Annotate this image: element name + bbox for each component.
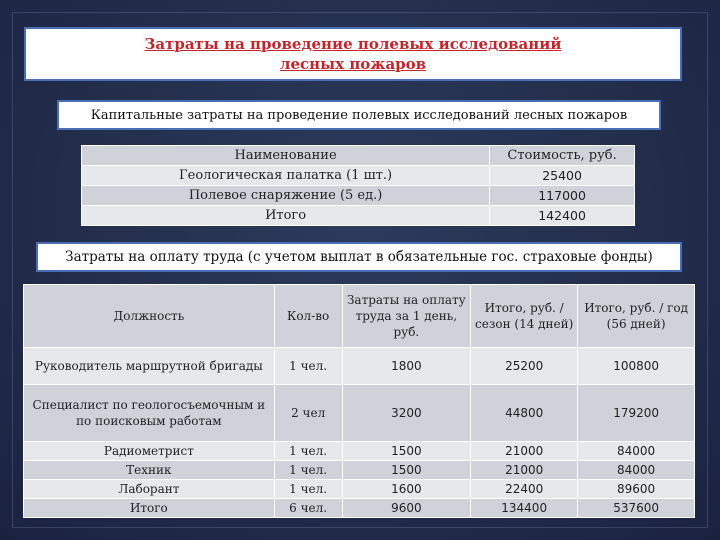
- table-row-total: [24, 499, 695, 518]
- table-header-row: [24, 285, 695, 348]
- table-row: [82, 206, 635, 226]
- cell-qty: 2 чел: [274, 385, 342, 442]
- cell-season-total: 22400: [471, 480, 578, 499]
- slide-title: [24, 27, 682, 81]
- table-row: [24, 480, 695, 499]
- cell-year-total: 100800: [578, 348, 695, 385]
- cell-season-total: 21000: [471, 442, 578, 461]
- cell-position: Лаборант: [24, 480, 275, 499]
- cell-name: Итого: [82, 206, 490, 226]
- cell-season-total: 44800: [471, 385, 578, 442]
- cell-daily-cost: 1600: [342, 480, 471, 499]
- cell-year-total: 89600: [578, 480, 695, 499]
- cell-position: Специалист по геологосъемочным и по поисковым работам: [24, 385, 275, 442]
- cell-year-total: 84000: [578, 442, 695, 461]
- cell-season-total: 21000: [471, 461, 578, 480]
- cell-season-total: 134400: [471, 499, 578, 518]
- table-row: [24, 385, 695, 442]
- header-daily-cost: Затраты на оплату труда за 1 день, руб.: [342, 285, 471, 348]
- cell-cost: 142400: [490, 206, 635, 226]
- labor-costs-table: [23, 284, 695, 518]
- cell-qty: 1 чел.: [274, 480, 342, 499]
- cell-qty: 1 чел.: [274, 442, 342, 461]
- header-qty: Кол-во: [274, 285, 342, 348]
- cell-season-total: 25200: [471, 348, 578, 385]
- title-line-2: лесных пожаров: [279, 55, 427, 73]
- header-cost: Стоимость, руб.: [490, 146, 635, 166]
- header-name: Наименование: [82, 146, 490, 166]
- table-row: [82, 186, 635, 206]
- cell-cost: 25400: [490, 166, 635, 186]
- cell-daily-cost: 3200: [342, 385, 471, 442]
- table-header-row: [82, 146, 635, 166]
- cell-cost: 117000: [490, 186, 635, 206]
- cell-position: Радиометрист: [24, 442, 275, 461]
- cell-daily-cost: 1500: [342, 442, 471, 461]
- capital-costs-banner: Капитальные затраты на проведение полевых исследований лесных пожаров: [57, 100, 661, 130]
- labor-costs-banner: Затраты на оплату труда (с учетом выплат в обязательные гос. страховые фонды): [36, 242, 682, 272]
- cell-qty: 6 чел.: [274, 499, 342, 518]
- cell-name: Полевое снаряжение (5 ед.): [82, 186, 490, 206]
- cell-position: Итого: [24, 499, 275, 518]
- cell-daily-cost: 1800: [342, 348, 471, 385]
- cell-qty: 1 чел.: [274, 348, 342, 385]
- header-position: Должность: [24, 285, 275, 348]
- cell-position: Руководитель маршрутной бригады: [24, 348, 275, 385]
- table-row: [82, 166, 635, 186]
- cell-qty: 1 чел.: [274, 461, 342, 480]
- cell-year-total: 84000: [578, 461, 695, 480]
- cell-year-total: 537600: [578, 499, 695, 518]
- title-line-1: Затраты на проведение полевых исследований: [144, 35, 562, 53]
- table-row: [24, 348, 695, 385]
- cell-daily-cost: 9600: [342, 499, 471, 518]
- cell-position: Техник: [24, 461, 275, 480]
- table-row: [24, 442, 695, 461]
- cell-year-total: 179200: [578, 385, 695, 442]
- cell-name: Геологическая палатка (1 шт.): [82, 166, 490, 186]
- cell-daily-cost: 1500: [342, 461, 471, 480]
- header-season-total: Итого, руб. / сезон (14 дней): [471, 285, 578, 348]
- capital-costs-table: [81, 145, 635, 226]
- header-year-total: Итого, руб. / год (56 дней): [578, 285, 695, 348]
- table-row: [24, 461, 695, 480]
